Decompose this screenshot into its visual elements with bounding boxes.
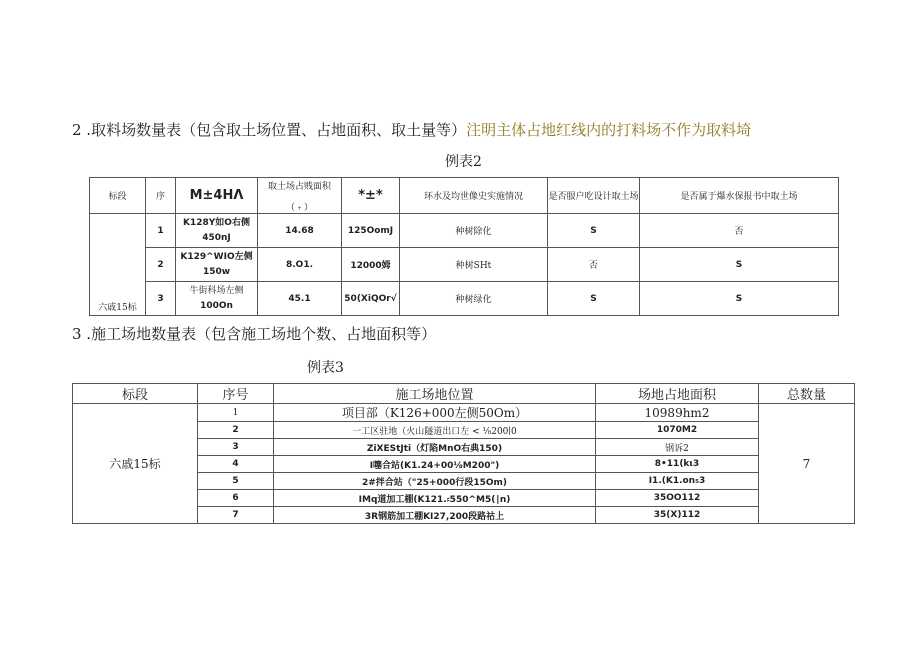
table-row bbox=[73, 404, 855, 422]
table-cell: 标段 bbox=[73, 384, 198, 404]
table-cell: 1 bbox=[146, 214, 176, 248]
table-cell: 50(XiQOr√ bbox=[342, 282, 400, 316]
table-cell: S bbox=[548, 282, 640, 316]
table-cell: 种树SHt bbox=[400, 248, 548, 282]
th-no: 序 bbox=[146, 178, 176, 214]
table-cell: S bbox=[640, 248, 839, 282]
table-cell: 种树绿化 bbox=[400, 282, 548, 316]
th-in-report: 是否属于爆水保报书中取土场 bbox=[640, 178, 839, 214]
section2-heading: 2 .取料场数量表（包含取土场位置、占地面积、取土量等）注明主体占地红线内的打料场不作为取料埼 bbox=[72, 121, 752, 139]
table3-header-row bbox=[73, 384, 855, 404]
table-row bbox=[90, 282, 839, 316]
section-label: 六戚15标 bbox=[90, 214, 146, 316]
table-cell: 3 bbox=[146, 282, 176, 316]
table-cell: 35(X)112 bbox=[596, 507, 759, 524]
table-cell: 8.O1. bbox=[258, 248, 342, 282]
table-cell: 4 bbox=[198, 456, 274, 473]
total-count: 7 bbox=[759, 404, 855, 524]
th-section: 标段 bbox=[90, 178, 146, 214]
table-cell: 种树除化 bbox=[400, 214, 548, 248]
table-cell: 2 bbox=[146, 248, 176, 282]
table-cell: 场地占地面积 bbox=[596, 384, 759, 404]
th-in-design: 是否服户吃设计取土场 bbox=[548, 178, 640, 214]
table-cell: 钢诉2 bbox=[596, 439, 759, 456]
table-cell: IMq道加工棚(K121.⸗550^M5(∣n) bbox=[274, 490, 596, 507]
table-cell: 2#拌合站（"25+000行段15Om) bbox=[274, 473, 596, 490]
th-volume: *±* bbox=[342, 178, 400, 214]
table-cell: 1070M2 bbox=[596, 422, 759, 439]
table-cell: 项目部（K126+000左侧50Om） bbox=[274, 404, 596, 422]
table-cell: 35OO112 bbox=[596, 490, 759, 507]
section2-note: 注明主体占地红线内的打料场不作为取料埼 bbox=[466, 121, 752, 139]
table-cell: S bbox=[640, 282, 839, 316]
table-cell: K128Y如O右侧 450nJ bbox=[176, 214, 258, 248]
table-cell: I1.(K1.on₅3 bbox=[596, 473, 759, 490]
table-cell: 10989hm2 bbox=[596, 404, 759, 422]
table-cell: 2 bbox=[198, 422, 274, 439]
table-cell: 施工场地位置 bbox=[274, 384, 596, 404]
table-cell: 12000姆 bbox=[342, 248, 400, 282]
table-cell: 一工区驻地（火山隧道出口左 < ⅛200∣0 bbox=[274, 422, 596, 439]
table-cell: ZiXEStJti（灯陷MnO右典150) bbox=[274, 439, 596, 456]
table-cell: S bbox=[548, 214, 640, 248]
table-cell: K129^WIO左侧 150w bbox=[176, 248, 258, 282]
table-cell: 总数量 bbox=[759, 384, 855, 404]
table2-header-row bbox=[90, 178, 839, 214]
table2-caption: 例表2 bbox=[445, 154, 482, 170]
table-cell: 否 bbox=[548, 248, 640, 282]
table-cell: 14.68 bbox=[258, 214, 342, 248]
th-area: 取土场占贱面积 （﹢） bbox=[258, 178, 342, 214]
th-location: M±4HΛ bbox=[176, 178, 258, 214]
table3-caption: 例表3 bbox=[307, 360, 344, 376]
table-cell: 1 bbox=[198, 404, 274, 422]
table-row bbox=[90, 248, 839, 282]
table-cell: 125OomJ bbox=[342, 214, 400, 248]
table-cell: 3R钢筋加工棚KI27,200段路祜上 bbox=[274, 507, 596, 524]
table-cell: 牛街科场左侧 100On bbox=[176, 282, 258, 316]
table-cell: 3 bbox=[198, 439, 274, 456]
table-cell: 45.1 bbox=[258, 282, 342, 316]
table-cell: 8•11(kι3 bbox=[596, 456, 759, 473]
table-cell: 否 bbox=[640, 214, 839, 248]
table-cell: I噻合站(K1.24+00⅛M200") bbox=[274, 456, 596, 473]
table-cell: 序号 bbox=[198, 384, 274, 404]
th-restore: 环水及均世像史实施情况 bbox=[400, 178, 548, 214]
table-cell: 6 bbox=[198, 490, 274, 507]
borrow-pit-table bbox=[89, 177, 839, 316]
table-row bbox=[90, 214, 839, 248]
table-cell: 7 bbox=[198, 507, 274, 524]
construction-site-table bbox=[72, 383, 855, 524]
table-cell: 5 bbox=[198, 473, 274, 490]
section-label: 六戚15标 bbox=[73, 404, 198, 524]
section3-heading: 3 .施工场地数量表（包含施工场地个数、占地面积等） bbox=[72, 325, 437, 343]
